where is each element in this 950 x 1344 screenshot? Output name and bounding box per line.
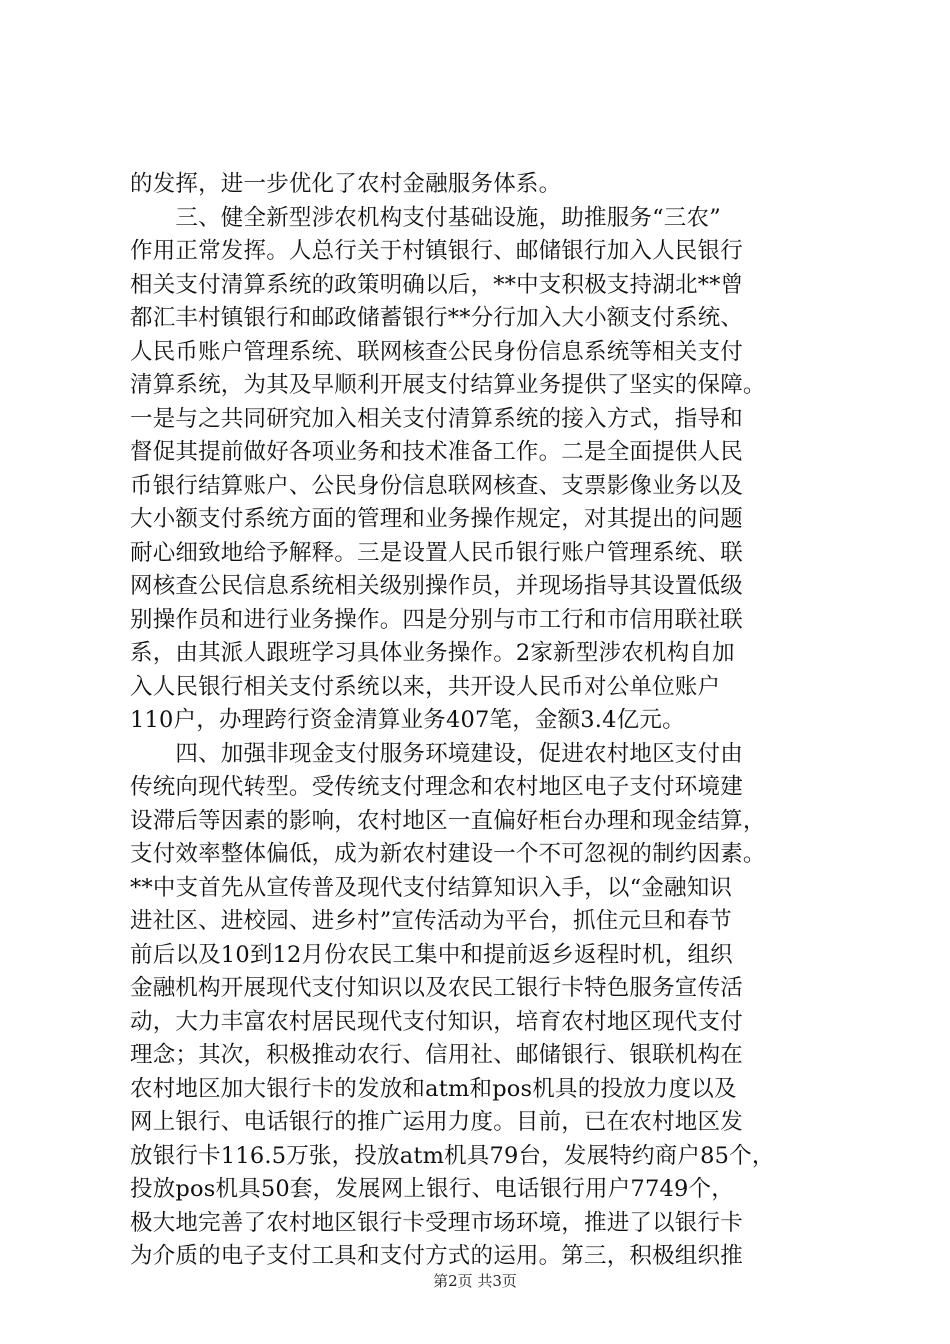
text-line: 一是与之共同研究加入相关支付清算系统的接入方式，指导和 [130, 405, 743, 432]
text-line: 网核查公民信息系统相关级别操作员，并现场指导其设置低级 [130, 573, 743, 599]
text-line: 进社区、进校园、进乡村”宣传活动为平台，抓住元旦和春节 [130, 908, 732, 934]
text-line: 传统向现代转型。受传统支付理念和农村地区电子支付环境建 [130, 774, 743, 800]
text-line: 人民币账户管理系统、联网核查公民身份信息系统等相关支付 [130, 338, 743, 365]
text-line: **中支首先从宣传普及现代支付结算知识入手，以“金融知识 [130, 874, 733, 901]
text-line: 前后以及10到12月份农民工集中和提前返乡返程时机，组织 [130, 941, 733, 968]
text-line: 入人民银行相关支付系统以来，共开设人民币对公单位账户 [130, 673, 721, 700]
text-line: 作用正常发挥。人总行关于村镇银行、邮储银行加入人民银行 [130, 238, 743, 264]
text-line: 为介质的电子支付工具和支付方式的运用。第三，积极组织推 [130, 1243, 743, 1269]
text-line: 四、加强非现金支付服务环境建设，促进农村地区支付由 [130, 740, 743, 767]
text-line: 设滞后等因素的影响，农村地区一直偏好柜台办理和现金结算， [130, 807, 766, 834]
text-line: 放银行卡116.5万张，投放atm机具79台，发展特约商户85个， [130, 1142, 775, 1169]
text-line: 督促其提前做好各项业务和技术准备工作。二是全面提供人民 [130, 439, 743, 465]
text-line: 极大地完善了农村地区银行卡受理市场环境，推进了以银行卡 [130, 1209, 743, 1236]
text-line: 耐心细致地给予解释。三是设置人民币银行账户管理系统、联 [130, 539, 743, 566]
text-line: 币银行结算账户、公民身份信息联网核查、支票影像业务以及 [130, 472, 743, 499]
text-line: 金融机构开展现代支付知识以及农民工银行卡特色服务宣传活 [130, 975, 743, 1001]
text-line: 都汇丰村镇银行和邮政储蓄银行**分行加入大小额支付系统、 [130, 305, 744, 331]
text-line: 理念；其次，积极推动农行、信用社、邮储银行、银联机构在 [130, 1042, 743, 1068]
text-line: 相关支付清算系统的政策明确以后，**中支积极支持湖北**曾 [130, 271, 744, 298]
text-line: 清算系统，为其及早顺利开展支付结算业务提供了坚实的保障。 [130, 372, 766, 398]
text-line: 动，大力丰富农村居民现代支付知识，培育农村地区现代支付 [130, 1008, 743, 1035]
text-line: 系，由其派人跟班学习具体业务操作。2家新型涉农机构自加 [130, 640, 735, 666]
text-line: 110户，办理跨行资金清算业务407笔，金额3.4亿元。 [130, 707, 685, 733]
text-line: 网上银行、电话银行的推广运用力度。目前，已在农村地区发 [130, 1109, 743, 1135]
text-line: 三、健全新型涉农机构支付基础设施，助推服务“三农” [130, 204, 721, 231]
text-line: 投放pos机具50套，发展网上银行、电话银行用户7749个， [130, 1176, 734, 1202]
document-body [130, 168, 835, 1274]
text-line: 的发挥，进一步优化了农村金融服务体系。 [130, 171, 562, 197]
text-line: 大小额支付系统方面的管理和业务操作规定，对其提出的问题 [130, 506, 743, 532]
text-line: 支付效率整体偏低，成为新农村建设一个不可忽视的制约因素。 [130, 841, 766, 867]
text-line: 别操作员和进行业务操作。四是分别与市工行和市信用联社联 [130, 606, 743, 633]
page-footer: 第2页 共3页 [433, 1272, 517, 1290]
text-line: 农村地区加大银行卡的发放和atm和pos机具的投放力度以及 [130, 1075, 737, 1102]
